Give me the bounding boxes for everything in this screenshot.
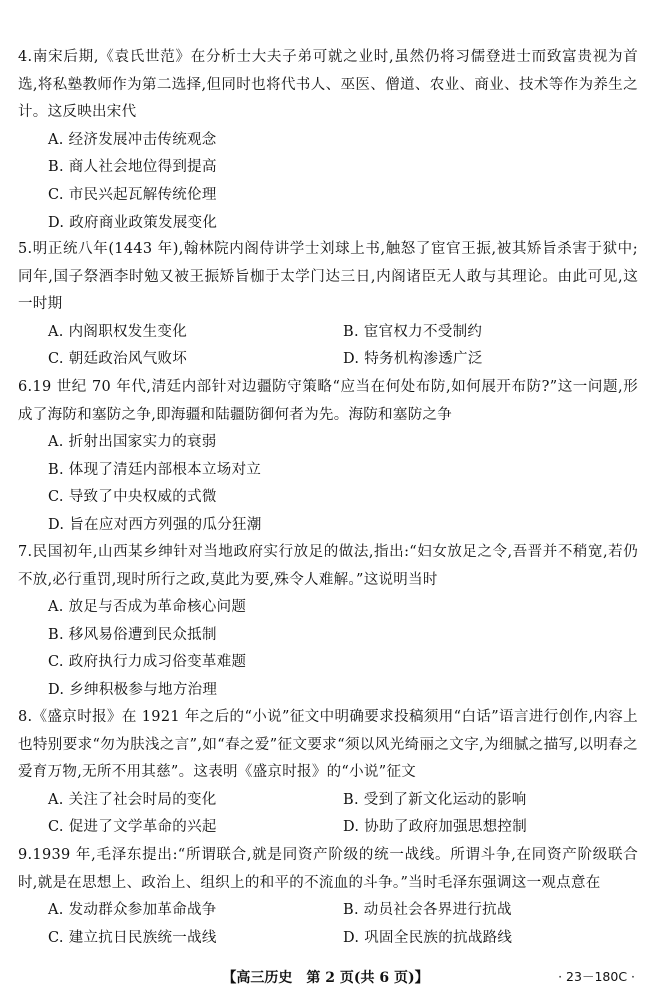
option-row xyxy=(18,346,638,374)
option-d: D. 政府商业政策发展变化 xyxy=(48,214,218,231)
question-stem: 5.明正统八年(1443 年),翰林院内阁侍讲学士刘球上书,触怒了宦官王振,被其矫旨杀害于狱中;同年,国子祭酒李时勉又被王振矫旨枷于太学门达三日,内阁诸臣无人敢与其理论。由此可见,这一时期 xyxy=(18,241,638,313)
question-stem: 9.1939 年,毛泽东提出:“所谓联合,就是同资产阶级的统一战线。所谓斗争,在同资产阶级联合时,就是在思想上、政治上、组织上的和平的不流血的斗争。”当时毛泽东强调这一观点意在 xyxy=(18,847,638,891)
option-c: C. 市民兴起瓦解传统伦理 xyxy=(48,186,217,203)
option-a: A. 内阁职权发生变化 xyxy=(48,323,187,340)
option-a: A. 折射出国家实力的衰弱 xyxy=(48,434,217,451)
option-c: C. 导致了中央权威的式微 xyxy=(48,489,217,506)
question-stem: 8.《盛京时报》在 1921 年之后的“小说”征文中明确要求投稿须用“白话”语言进行创作,内容上也特别要求“勿为肤浅之言”,如“春之爱”征文要求“须以风光绮丽之文字,为细腻之描写,以明春之爱育万物,无所不用其慈”。这表明《盛京时报》的“小说”征文 xyxy=(18,709,638,781)
option-d: D. 协助了政府加强思想控制 xyxy=(343,819,528,836)
page-number: 【高三历史 第 2 页(共 6 页)】 xyxy=(222,970,429,986)
option-d: D. 巩固全民族的抗战路线 xyxy=(343,929,513,946)
option-c: C. 促进了文学革命的兴起 xyxy=(48,819,217,836)
question-6 xyxy=(18,374,638,540)
option-a: A. 放足与否成为革命核心问题 xyxy=(48,599,247,616)
option-b: B. 受到了新文化运动的影响 xyxy=(343,791,527,808)
option-row xyxy=(18,787,638,815)
option-d: D. 旨在应对西方列强的瓜分狂潮 xyxy=(48,516,262,533)
question-4 xyxy=(18,44,638,237)
option-b: B. 体现了清廷内部根本立场对立 xyxy=(48,461,262,478)
option-row xyxy=(18,814,638,842)
question-9 xyxy=(18,842,638,952)
option-c: C. 政府执行力成习俗变革难题 xyxy=(48,654,247,671)
question-stem: 6.19 世纪 70 年代,清廷内部针对边疆防守策略“应当在何处布防,如何展开布防?”这一问题,形成了海防和塞防之争,即海疆和陆疆防御何者为先。海防和塞防之争 xyxy=(18,379,638,423)
option-b: B. 动员社会各界进行抗战 xyxy=(343,902,512,919)
question-stem: 4.南宋后期,《袁氏世范》在分析士大夫子弟可就之业时,虽然仍将习儒登进士而致富贵视为首选,将私塾教师作为第二选择,但同时也将代书人、巫医、僧道、农业、商业、技术等作为养生之计。这反映出宋代 xyxy=(18,49,638,121)
option-a: A. 关注了社会时局的变化 xyxy=(48,791,217,808)
option-a: A. 发动群众参加革命战争 xyxy=(48,902,217,919)
option-b: B. 移风易俗遭到民众抵制 xyxy=(48,626,217,643)
option-c: C. 建立抗日民族统一战线 xyxy=(48,929,217,946)
page-footer xyxy=(0,964,651,990)
question-8 xyxy=(18,704,638,842)
option-c: C. 朝廷政治风气败坏 xyxy=(48,351,188,368)
option-b: B. 宦官权力不受制约 xyxy=(343,323,483,340)
question-stem: 7.民国初年,山西某乡绅针对当地政府实行放足的做法,指出:“妇女放足之令,吾晋并不稍宽,若仍不放,必行重罚,现时所行之政,莫此为要,殊令人难解。”这说明当时 xyxy=(18,544,638,588)
option-row xyxy=(18,925,638,953)
option-row xyxy=(18,897,638,925)
option-b: B. 商人社会地位得到提高 xyxy=(48,159,217,176)
option-d: D. 乡绅积极参与地方治理 xyxy=(48,681,218,698)
question-5 xyxy=(18,236,638,374)
question-7 xyxy=(18,539,638,705)
option-d: D. 特务机构渗透广泛 xyxy=(343,351,483,368)
exam-code: · 23－180C · xyxy=(558,969,635,984)
option-row xyxy=(18,319,638,347)
option-a: A. 经济发展冲击传统观念 xyxy=(48,131,217,148)
